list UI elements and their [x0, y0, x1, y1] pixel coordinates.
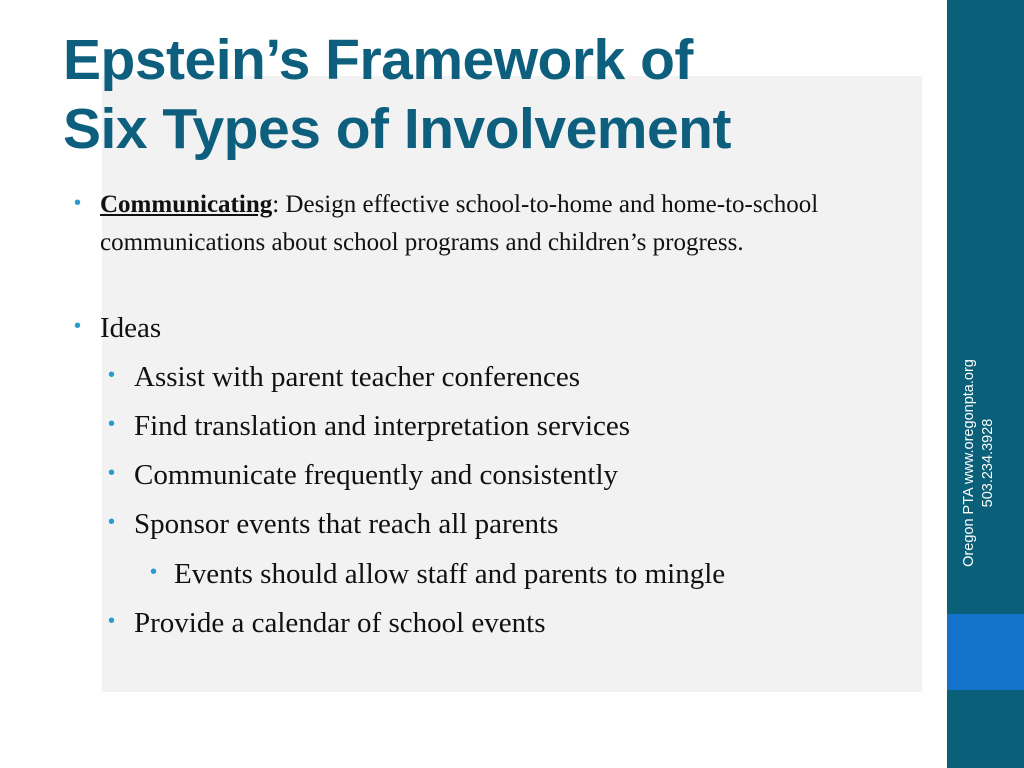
- list-item-idea: Assist with parent teacher conferences: [134, 361, 581, 393]
- bullet-icon: •: [150, 561, 158, 583]
- sidebar-phone: 503.234.3928: [980, 418, 996, 508]
- list-item-idea: Find translation and interpretation services: [134, 410, 631, 442]
- sidebar-contact-text: [960, 350, 998, 576]
- bullet-icon: •: [108, 364, 116, 386]
- communicating-term: Communicating: [100, 191, 273, 218]
- bullet-icon: •: [74, 315, 82, 337]
- slide-title: [63, 26, 731, 164]
- list-item-idea: Sponsor events that reach all parents: [134, 508, 559, 540]
- list-item-idea: Provide a calendar of school events: [134, 607, 546, 639]
- list-item-communicating: [100, 186, 900, 261]
- bullet-icon: •: [108, 511, 116, 533]
- bullet-icon: •: [108, 462, 116, 484]
- title-line-2: Six Types of Involvement: [63, 97, 731, 161]
- bullet-icon: •: [108, 413, 116, 435]
- communicating-description: : Design effective school-to-home and home-to-school communications about school programs and children’s progress.: [100, 191, 819, 256]
- list-item-ideas: Ideas: [100, 312, 162, 344]
- bullet-icon: •: [74, 192, 82, 214]
- list-item-idea: Communicate frequently and consistently: [134, 459, 619, 491]
- bullet-icon: •: [108, 610, 116, 632]
- title-line-1: Epstein’s Framework of: [63, 28, 693, 92]
- sidebar-website: Oregon PTA www.oregonpta.org: [961, 359, 977, 567]
- list-subitem-idea: Events should allow staff and parents to mingle: [174, 558, 726, 590]
- sidebar-accent-block: [947, 614, 1024, 690]
